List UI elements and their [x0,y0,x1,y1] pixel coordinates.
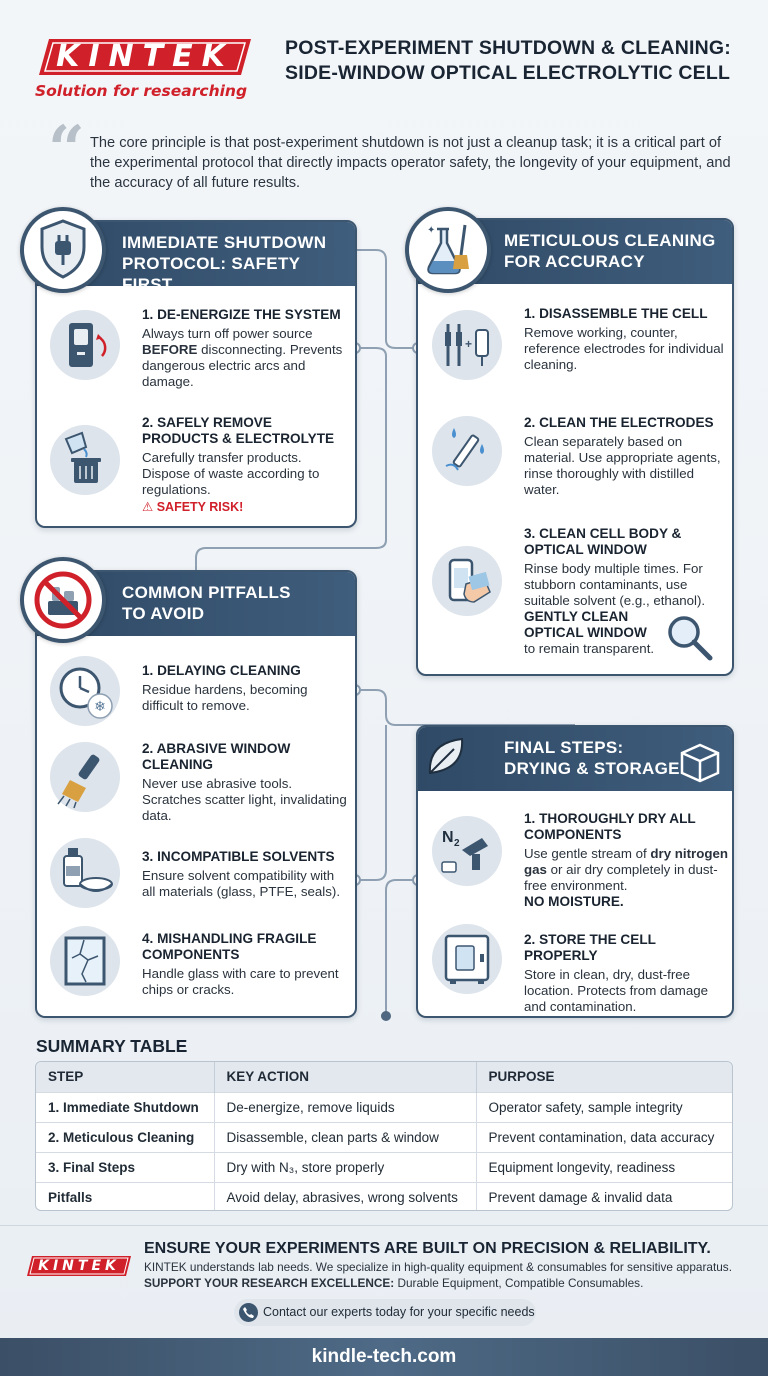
shutdown-item-1-body: Always turn off power source BEFORE disconnecting. Prevents dangerous electric arcs and damage. [142,326,343,389]
pitfall-item-2 [142,741,347,824]
table-row [36,1152,732,1182]
brush-icon [50,742,120,812]
footer-kintek-logo [25,1255,133,1279]
summary-header-action: KEY ACTION [214,1062,476,1092]
pitfall-item-3-title: 3. INCOMPATIBLE SOLVENTS [142,849,335,864]
logo-wordmark: KINTEK [56,39,234,74]
pitfall-item-1-title: 1. DELAYING CLEANING [142,663,301,678]
power-switch-icon [50,310,120,380]
page-title-line1: POST-EXPERIMENT SHUTDOWN & CLEANING: [285,37,731,59]
cleaning-item-3-emphasis: GENTLY CLEAN OPTICAL WINDOW [524,609,647,640]
table-cell: Operator safety, sample integrity [476,1092,732,1122]
final-item-1 [524,811,730,910]
pitfall-item-4 [142,931,347,998]
table-cell: Avoid delay, abrasives, wrong solvents [214,1182,476,1211]
summary-title: SUMMARY TABLE [36,1036,188,1056]
shutdown-item-1-title: 1. DE-ENERGIZE THE SYSTEM [142,307,341,322]
final-heading-line1: FINAL STEPS: [504,738,624,757]
quote-icon: “ [48,112,85,187]
table-cell: De-energize, remove liquids [214,1092,476,1122]
cleaning-heading-line1: METICULOUS CLEANING [504,231,716,250]
final-item-1-emphasis: NO MOISTURE. [524,894,624,909]
final-item-2 [524,932,728,1015]
shutdown-item-2-body: Carefully transfer products. Dispose of waste according to regulations. [142,450,320,497]
shutdown-item-2-title: 2. SAFELY REMOVE PRODUCTS & ELECTROLYTE [142,415,335,446]
table-row [36,1182,732,1211]
contact-label: Contact our experts today for your specific needs [263,1305,535,1319]
table-cell: 2. Meticulous Cleaning [36,1122,214,1152]
svg-text:2: 2 [454,838,460,849]
magnifier-icon [664,612,718,662]
electrode-rinse-icon [432,416,502,486]
footer-support-line: SUPPORT YOUR RESEARCH EXCELLENCE: Durable Equipment, Compatible Consumables. [144,1276,644,1290]
pitfall-item-2-body: Never use abrasive tools. Scratches scatter light, invalidating data. [142,776,347,823]
contact-experts-button[interactable] [234,1299,536,1326]
shutdown-item-2 [142,415,347,514]
flask-brush-icon [405,207,491,293]
beaker-bin-icon [50,425,120,495]
pitfall-item-1-body: Residue hardens, becoming difficult to remove. [142,682,308,713]
cabinet-icon [432,924,502,994]
cleaning-item-3-tail: to remain transparent. [524,641,655,656]
table-cell: Equipment longevity, readiness [476,1152,732,1182]
summary-header-purpose: PURPOSE [476,1062,732,1092]
table-cell: Disassemble, clean parts & window [214,1122,476,1152]
cleaning-item-3-body: Rinse body multiple times. For stubborn contaminants, use suitable solvent (e.g., ethanol). [524,561,706,608]
website-link[interactable]: kindle-tech.com [0,1338,768,1376]
pitfall-item-2-title: 2. ABRASIVE WINDOW CLEANING [142,741,291,772]
svg-text:❄: ❄ [94,698,106,714]
cleaning-item-1 [524,306,726,373]
footer-headline: ENSURE YOUR EXPERIMENTS ARE BUILT ON PRECISION & RELIABILITY. [144,1240,711,1257]
table-row [36,1092,732,1122]
final-item-2-title: 2. STORE THE CELL PROPERLY [524,932,656,963]
intro-text: The core principle is that post-experiment shutdown is not just a cleanup task; it is a critical part of the experimental protocol that directly impacts operator safety, the longevity of your equipment, and the accuracy of all future results. [90,135,731,191]
cell-wipe-icon [432,546,502,616]
cleaning-item-3-title: 3. CLEAN CELL BODY & OPTICAL WINDOW [524,526,682,557]
final-item-1-title: 1. THOROUGHLY DRY ALL COMPONENTS [524,811,696,842]
pitfall-item-3-body: Ensure solvent compatibility with all materials (glass, PTFE, seals). [142,868,341,899]
final-heading-line2: DRYING & STORAGE [504,759,680,778]
cracked-glass-icon [50,926,120,996]
pitfalls-heading-line2: TO AVOID [122,604,205,623]
svg-text:✦: ✦ [427,225,436,236]
table-cell: 3. Final Steps [36,1152,214,1182]
table-cell: Prevent contamination, data accuracy [476,1122,732,1152]
table-row [36,1122,732,1152]
summary-header-step: STEP [36,1062,214,1092]
pitfall-item-3 [142,849,347,900]
electrodes-icon [432,310,502,380]
nitrogen-gun-icon [432,816,502,886]
summary-header-row [36,1062,732,1092]
footer-logo-wordmark: KINTEK [38,1258,120,1274]
cleaning-item-2-body: Clean separately based on material. Use appropriate agents, rinse thoroughly with distilled water. [524,434,721,497]
table-cell: 1. Immediate Shutdown [36,1092,214,1122]
table-cell: Pitfalls [36,1182,214,1211]
page-title-line2: SIDE-WINDOW OPTICAL ELECTROLYTIC CELL [285,62,731,84]
box-icon [676,739,724,783]
phone-icon [239,1303,258,1322]
cleaning-item-2 [524,415,728,498]
final-item-1-body: Use gentle stream of dry nitrogen gas or air dry completely in dust-free environment. [524,846,728,893]
safety-risk-warning: ⚠ SAFETY RISK! [142,500,244,514]
clock-icon [50,656,120,726]
cleaning-item-1-body: Remove working, counter, reference electrodes for individual cleaning. [524,325,724,372]
final-item-2-body: Store in clean, dry, dust-free location. Protects from damage and contamination. [524,967,709,1014]
svg-text:N: N [442,829,454,846]
logo-tagline: Solution for researching [35,82,248,100]
pitfalls-heading-line1: COMMON PITFALLS [122,583,291,602]
pitfall-item-4-title: 4. MISHANDLING FRAGILE COMPONENTS [142,931,317,962]
shutdown-heading-line1: IMMEDIATE SHUTDOWN [122,233,327,252]
table-cell: Prevent damage & invalid data [476,1182,732,1211]
warning-triangle-icon: ⚠ [142,500,154,514]
prohibited-icon [20,557,106,643]
shutdown-heading-line2: PROTOCOL: SAFETY FIRST [122,254,300,294]
shutdown-item-1 [142,307,347,390]
summary-table [35,1061,733,1211]
table-cell: Dry with N₃, store properly [214,1152,476,1182]
pitfall-item-1 [142,663,347,714]
leaf-icon [422,733,468,781]
svg-text:+: + [465,337,473,351]
footer-divider [0,1225,768,1226]
cleaning-item-1-title: 1. DISASSEMBLE THE CELL [524,306,708,321]
cleaning-heading-line2: FOR ACCURACY [504,252,645,271]
footer-description: KINTEK understands lab needs. We specialize in high-quality equipment & consumables for sensitive apparatus. [144,1260,732,1274]
pitfall-item-4-body: Handle glass with care to prevent chips or cracks. [142,966,339,997]
shield-plug-icon [20,207,106,293]
cleaning-item-2-title: 2. CLEAN THE ELECTRODES [524,415,714,430]
solvent-bottle-icon [50,838,120,908]
